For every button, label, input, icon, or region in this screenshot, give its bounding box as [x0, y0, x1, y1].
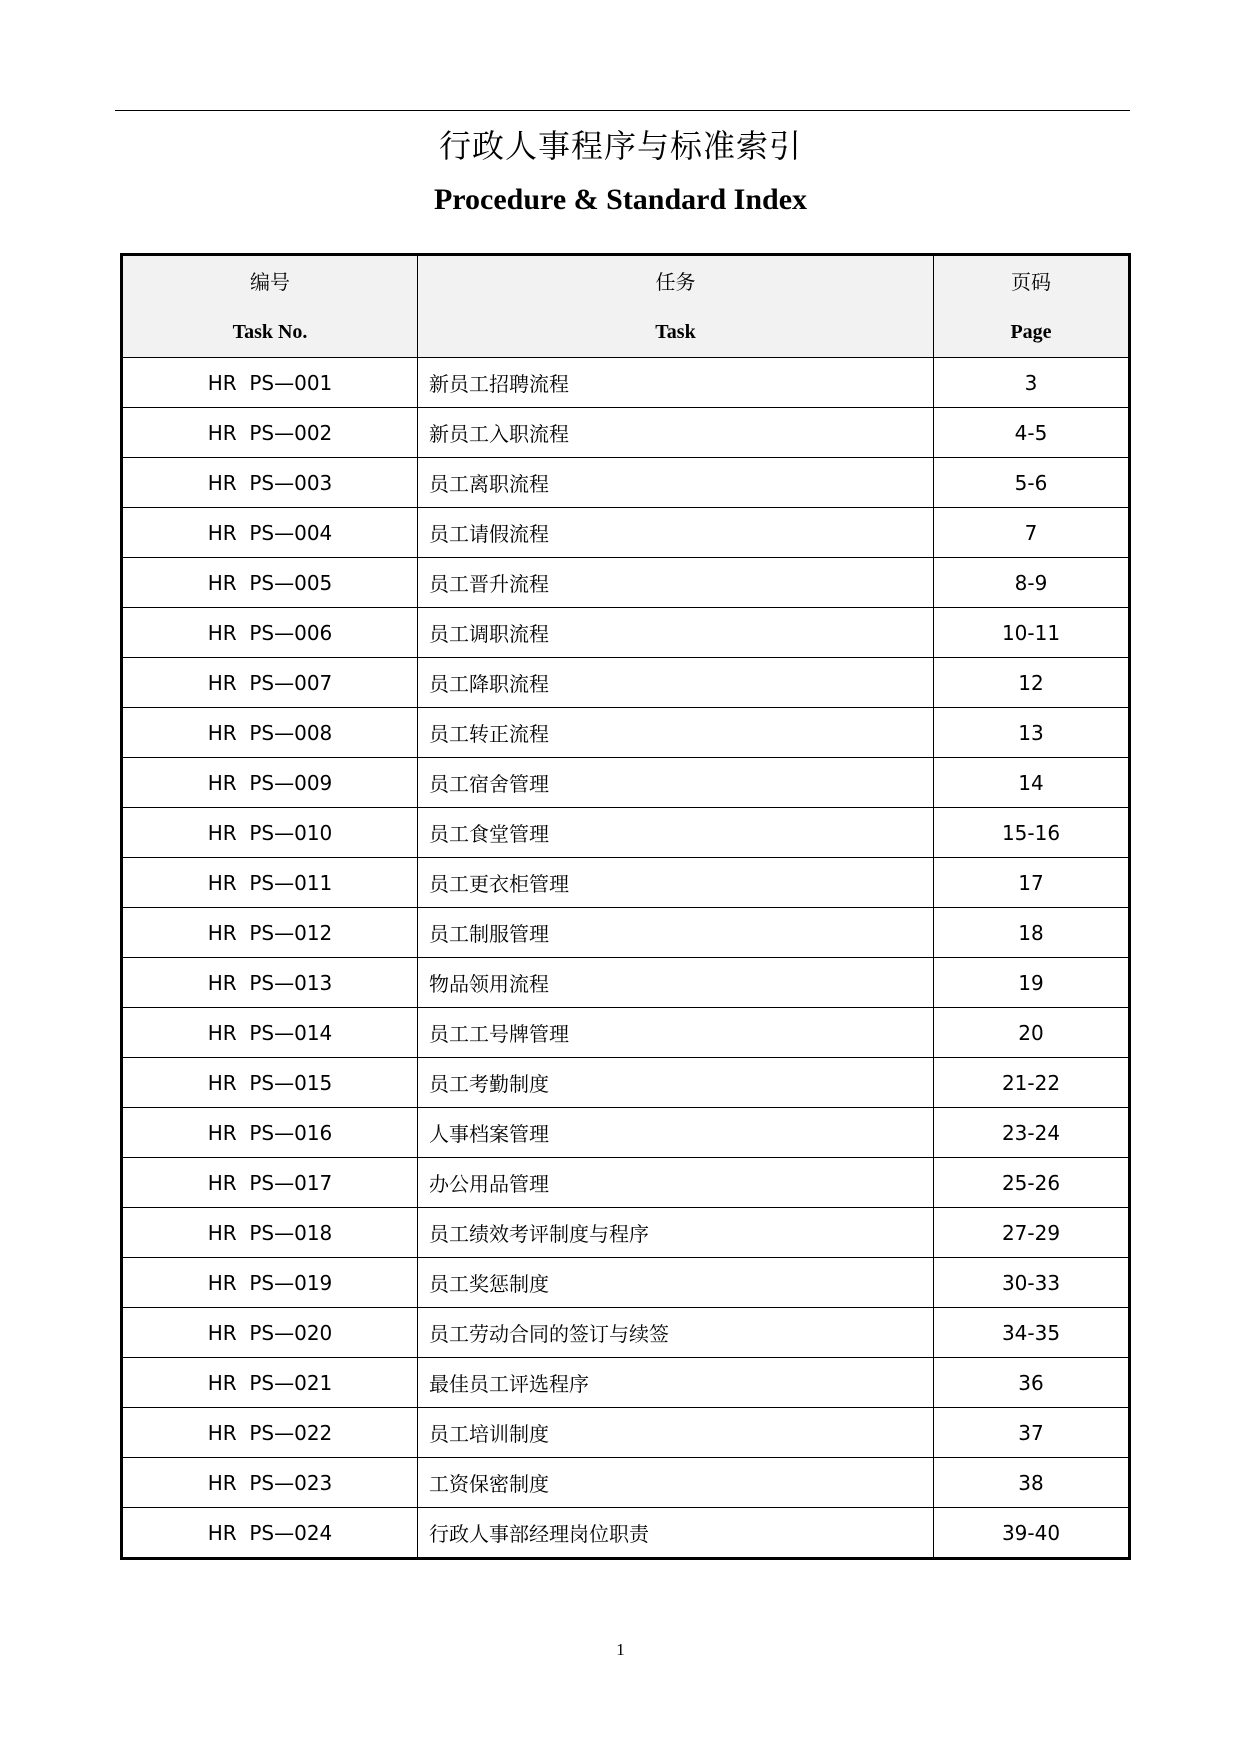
page-number: 1: [616, 1640, 625, 1659]
cell-task: 员工培训制度: [418, 1408, 934, 1458]
cell-task: 办公用品管理: [418, 1158, 934, 1208]
table-row: [122, 1358, 1130, 1408]
cell-page: 20: [934, 1008, 1130, 1058]
header-page-cn: 页码: [1011, 269, 1051, 294]
cell-code: HR PS—010: [122, 808, 418, 858]
cell-code: HR PS—005: [122, 558, 418, 608]
cell-code: HR PS—023: [122, 1458, 418, 1508]
header-task-no-en: Task No.: [232, 320, 308, 343]
cell-code: HR PS—008: [122, 708, 418, 758]
cell-task: 员工制服管理: [418, 908, 934, 958]
cell-page: 34-35: [934, 1308, 1130, 1358]
cell-task: 工资保密制度: [418, 1458, 934, 1508]
table-row: [122, 1258, 1130, 1308]
table-row: [122, 658, 1130, 708]
cell-code: HR PS—015: [122, 1058, 418, 1108]
cell-task: 员工转正流程: [418, 708, 934, 758]
procedure-index-table: [120, 253, 1131, 1560]
cell-task: 物品领用流程: [418, 958, 934, 1008]
table-row: [122, 458, 1130, 508]
table-row: [122, 1458, 1130, 1508]
cell-page: 38: [934, 1458, 1130, 1508]
cell-task: 员工离职流程: [418, 458, 934, 508]
cell-page: 13: [934, 708, 1130, 758]
header-task-no-cn: 编号: [250, 269, 290, 294]
cell-task: 新员工招聘流程: [418, 358, 934, 408]
cell-code: HR PS—014: [122, 1008, 418, 1058]
cell-code: HR PS—009: [122, 758, 418, 808]
cell-task: 员工绩效考评制度与程序: [418, 1208, 934, 1258]
cell-code: HR PS—003: [122, 458, 418, 508]
cell-code: HR PS—012: [122, 908, 418, 958]
cell-page: 5-6: [934, 458, 1130, 508]
cell-task: 员工考勤制度: [418, 1058, 934, 1108]
header-task-cn: 任务: [655, 269, 696, 294]
header-page-en: Page: [1010, 320, 1052, 343]
cell-page: 25-26: [934, 1158, 1130, 1208]
cell-task: 最佳员工评选程序: [418, 1358, 934, 1408]
header-task: [418, 255, 934, 358]
table-row: [122, 958, 1130, 1008]
cell-page: 10-11: [934, 608, 1130, 658]
table-row: [122, 908, 1130, 958]
table-row: [122, 558, 1130, 608]
cell-page: 3: [934, 358, 1130, 408]
cell-page: 30-33: [934, 1258, 1130, 1308]
table-row: [122, 508, 1130, 558]
cell-code: HR PS—013: [122, 958, 418, 1008]
cell-code: HR PS—020: [122, 1308, 418, 1358]
cell-page: 21-22: [934, 1058, 1130, 1108]
cell-page: 27-29: [934, 1208, 1130, 1258]
cell-task: 员工宿舍管理: [418, 758, 934, 808]
table-row: [122, 1408, 1130, 1458]
header-task-en: Task: [655, 320, 696, 343]
cell-code: HR PS—004: [122, 508, 418, 558]
cell-page: 15-16: [934, 808, 1130, 858]
table-row: [122, 1508, 1130, 1559]
cell-task: 员工劳动合同的签订与续签: [418, 1308, 934, 1358]
table-row: [122, 808, 1130, 858]
cell-page: 18: [934, 908, 1130, 958]
cell-task: 人事档案管理: [418, 1108, 934, 1158]
cell-page: 23-24: [934, 1108, 1130, 1158]
table-row: [122, 1308, 1130, 1358]
cell-page: 17: [934, 858, 1130, 908]
table-row: [122, 858, 1130, 908]
cell-task: 员工降职流程: [418, 658, 934, 708]
cell-task: 员工晋升流程: [418, 558, 934, 608]
cell-page: 37: [934, 1408, 1130, 1458]
cell-page: 7: [934, 508, 1130, 558]
cell-page: 4-5: [934, 408, 1130, 458]
cell-code: HR PS—016: [122, 1108, 418, 1158]
table-row: [122, 608, 1130, 658]
cell-code: HR PS—007: [122, 658, 418, 708]
cell-code: HR PS—006: [122, 608, 418, 658]
cell-code: HR PS—011: [122, 858, 418, 908]
table-row: [122, 358, 1130, 408]
cell-page: 19: [934, 958, 1130, 1008]
header-page: [934, 255, 1130, 358]
table-header-row: [122, 255, 1130, 358]
table-row: [122, 1108, 1130, 1158]
page-title-chinese: 行政人事程序与标准索引: [438, 127, 802, 165]
table-row: [122, 758, 1130, 808]
cell-page: 12: [934, 658, 1130, 708]
table-row: [122, 1008, 1130, 1058]
cell-code: HR PS—001: [122, 358, 418, 408]
cell-code: HR PS—002: [122, 408, 418, 458]
table-row: [122, 708, 1130, 758]
cell-page: 8-9: [934, 558, 1130, 608]
page-title-english: Procedure & Standard Index: [433, 183, 808, 216]
cell-code: HR PS—021: [122, 1358, 418, 1408]
cell-page: 36: [934, 1358, 1130, 1408]
cell-task: 员工食堂管理: [418, 808, 934, 858]
cell-code: HR PS—018: [122, 1208, 418, 1258]
header-task-no: [122, 255, 418, 358]
table-row: [122, 408, 1130, 458]
table-row: [122, 1208, 1130, 1258]
cell-task: 行政人事部经理岗位职责: [418, 1508, 934, 1559]
cell-code: HR PS—019: [122, 1258, 418, 1308]
cell-page: 39-40: [934, 1508, 1130, 1559]
cell-code: HR PS—022: [122, 1408, 418, 1458]
cell-task: 员工调职流程: [418, 608, 934, 658]
cell-code: HR PS—017: [122, 1158, 418, 1208]
table-row: [122, 1158, 1130, 1208]
cell-task: 员工工号牌管理: [418, 1008, 934, 1058]
cell-task: 员工奖惩制度: [418, 1258, 934, 1308]
top-rule: [115, 110, 1130, 111]
cell-task: 新员工入职流程: [418, 408, 934, 458]
cell-page: 14: [934, 758, 1130, 808]
table-body: [122, 358, 1130, 1559]
cell-code: HR PS—024: [122, 1508, 418, 1559]
cell-task: 员工请假流程: [418, 508, 934, 558]
table-row: [122, 1058, 1130, 1108]
cell-task: 员工更衣柜管理: [418, 858, 934, 908]
